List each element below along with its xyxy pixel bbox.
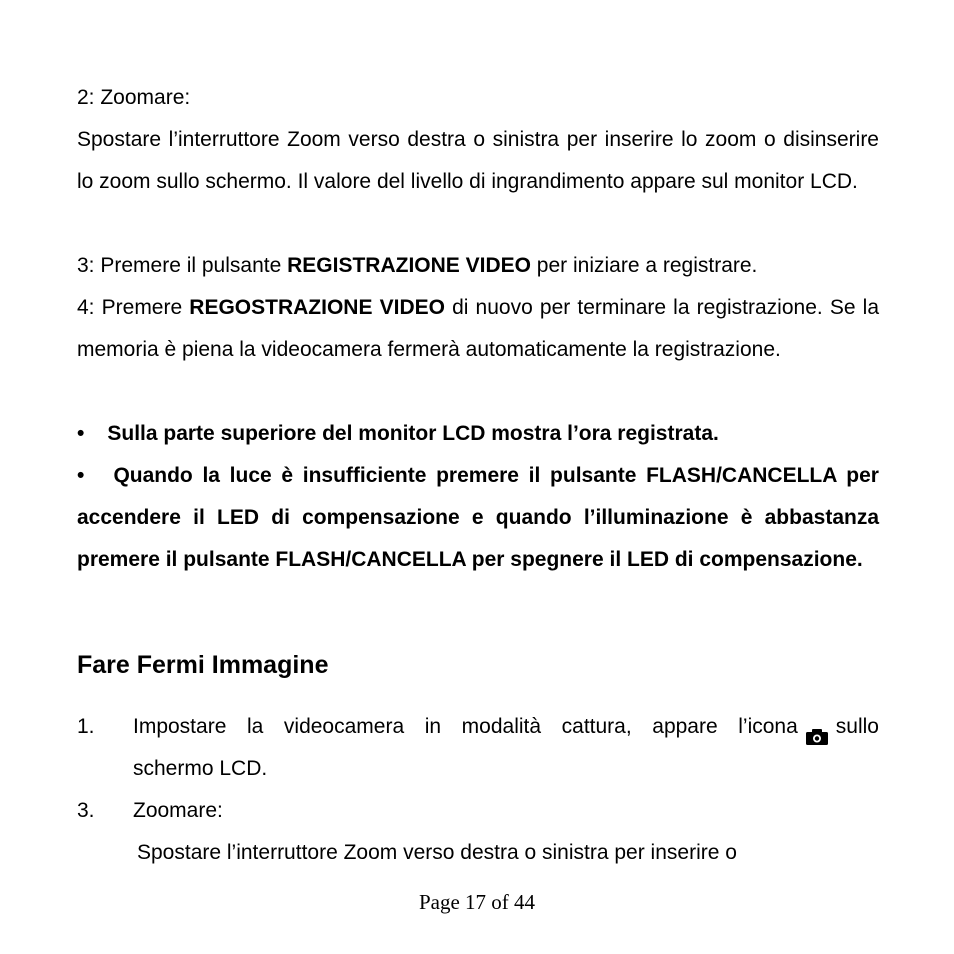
bullet-text: Sulla parte superiore del monitor LCD mostra l’ora registrata. [107, 422, 719, 445]
step-3-prefix: 3: Premere il pulsante [77, 254, 288, 277]
bullet-recorded-time [77, 413, 879, 455]
step-4-prefix: 4: Premere [77, 296, 190, 319]
bullet-text: Quando la luce è insufficiente premere il pulsante FLASH/CANCELLA per accendere il LED di compensazione e quando l’illuminazione è abbastanza premere il pulsante FLASH/CANCELLA per spegnere il LED di compensazione. [77, 464, 879, 571]
list-item-1-line-2: schermo LCD. [133, 757, 268, 780]
section-zoom-title: 2: Zoomare: [77, 86, 191, 109]
list-item-text: sullo [835, 715, 879, 738]
list-item-text: Impostare la videocamera in modalità cattura, appare l’icona [133, 715, 798, 738]
step-4-button-name: REGOSTRAZIONE VIDEO [189, 296, 445, 319]
page-footer: Page 17 of 44 [418, 890, 536, 914]
list-number: 1. [77, 715, 95, 738]
step-3-paragraph [77, 245, 879, 287]
list-number: 3. [77, 799, 95, 822]
section-zoom-body: Spostare l’interruttore Zoom verso destra o sinistra per inserire lo zoom o disinserire lo zoom sullo schermo. Il valore del livello di ingrandimento appare sul monitor LCD. [77, 128, 879, 193]
step-3-suffix: per iniziare a registrare. [530, 254, 758, 277]
step-4-suffix: di nuovo per terminare la registrazione. Se la memoria è piena la videocamera fermerà automaticamente la registrazione. [77, 296, 879, 361]
bullet-mark: • [77, 422, 85, 445]
list-item-1-line-1 [133, 706, 879, 748]
bullet-flash-led [77, 455, 879, 581]
step-3-button-name: REGISTRAZIONE VIDEO [287, 254, 531, 277]
step-4-paragraph [77, 287, 879, 371]
bullet-mark: • [77, 464, 85, 487]
camera-icon [806, 718, 828, 734]
list-item-3-text: Zoomare: [133, 799, 223, 822]
section-heading-still-image: Fare Fermi Immagine [77, 651, 329, 679]
list-item-3-sub-text: Spostare l’interruttore Zoom verso destra o sinistra per inserire o [137, 841, 737, 864]
